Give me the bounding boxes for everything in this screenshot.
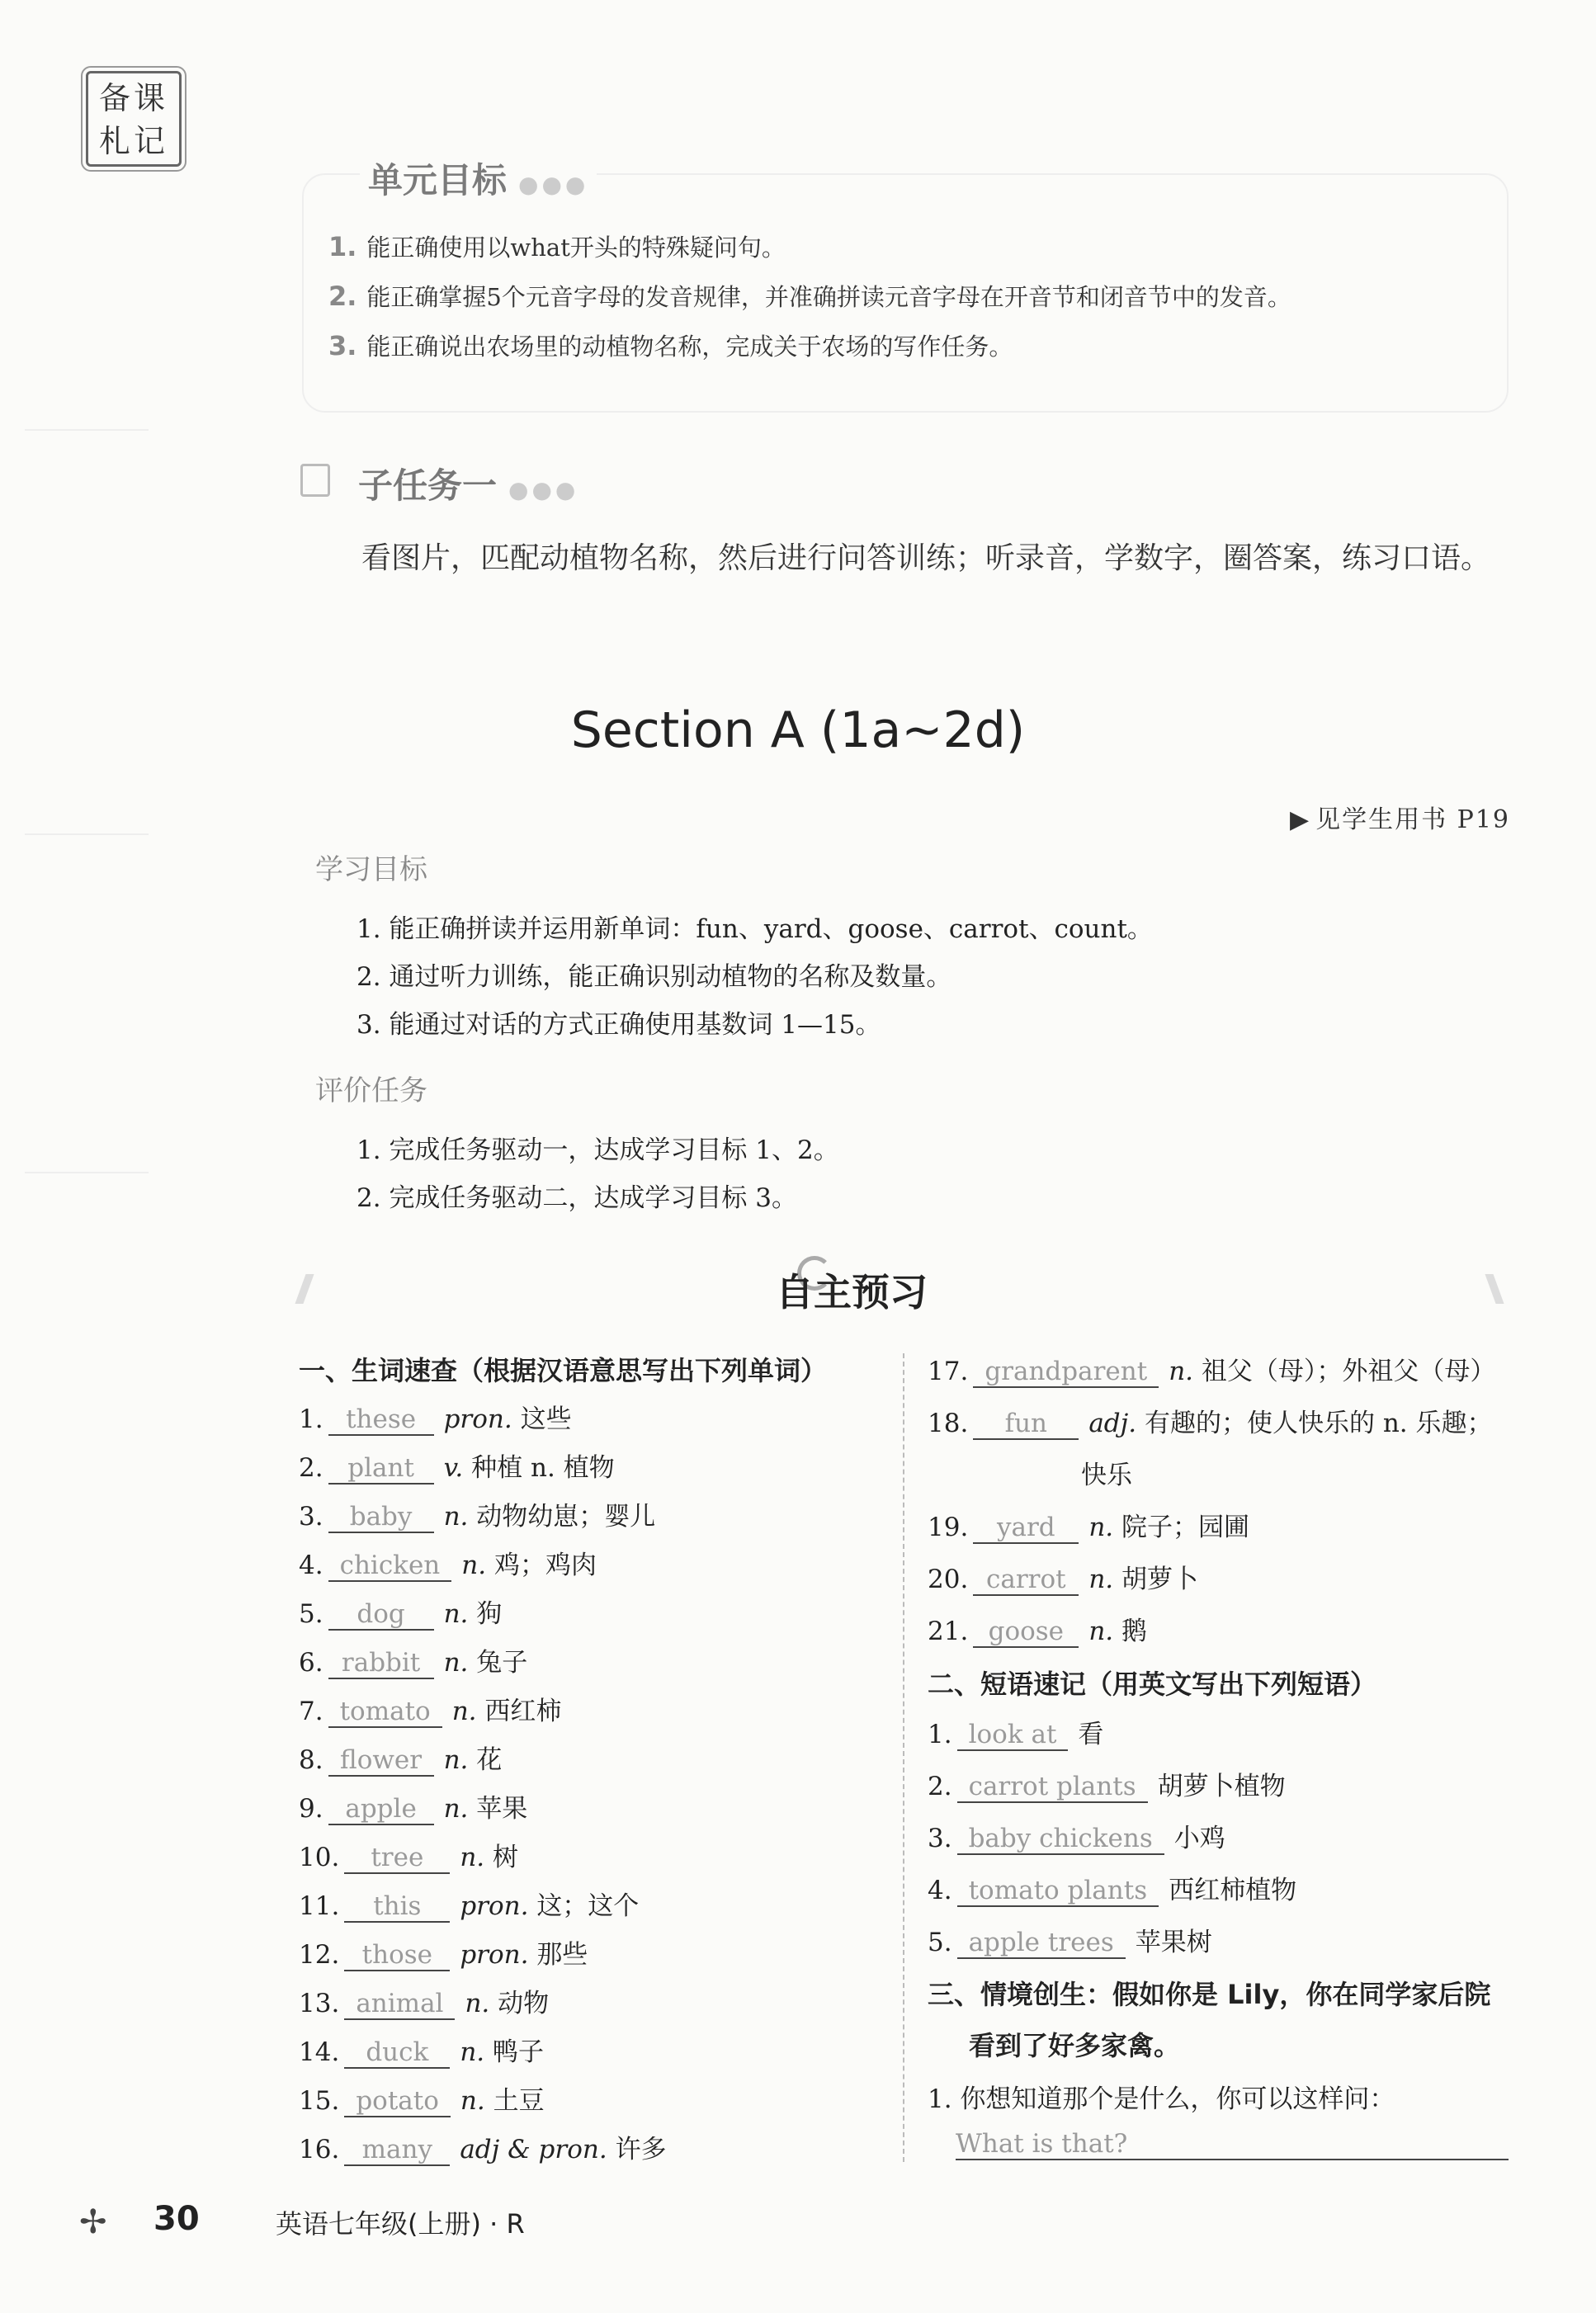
vocab-row: [299, 1933, 667, 1982]
answer-blank: those: [344, 1940, 450, 1971]
vocab-row: [299, 1787, 667, 1836]
meaning: 树: [493, 1843, 518, 1872]
evaluation-label: 评价任务: [315, 1074, 427, 1107]
book-title: 英语七年级(上册) · R: [276, 2208, 525, 2240]
meaning: 胡萝卜: [1121, 1565, 1198, 1594]
item-number: 16.: [299, 2135, 340, 2164]
meaning: 动物: [498, 1989, 550, 2018]
answer-blank: many: [344, 2135, 450, 2166]
part-of-speech: n.: [443, 1502, 477, 1532]
vocab-row: [299, 1447, 667, 1495]
part-of-speech: n.: [1088, 1617, 1121, 1646]
answer-blank: yard: [973, 1513, 1079, 1544]
badge-line2: 札记: [98, 123, 168, 159]
margin-line: [25, 833, 149, 835]
badge-line1: 备课: [98, 80, 168, 116]
unit-goal-item: 2. 能正确掌握5个元音字母的发音规律，并准确拼读元音字母在开音节和闭音节中的发音。: [328, 281, 1291, 312]
preview-title: 自主预习: [776, 1270, 928, 1315]
meaning: 小鸡: [1173, 1824, 1225, 1853]
answer-blank: grandparent: [973, 1357, 1159, 1388]
item-number: 14.: [299, 2037, 340, 2067]
reference-note: ▶ 见学生用书 P19: [1290, 805, 1510, 834]
part-of-speech: n.: [460, 1843, 493, 1872]
answer-blank: baby chickens: [957, 1824, 1164, 1855]
vocab-row: [299, 1398, 667, 1447]
evaluation-item: 1. 完成任务驱动一，达成学习目标 1、2。: [357, 1135, 839, 1165]
part-of-speech: n.: [465, 1989, 498, 2018]
meaning: 鸭子: [493, 2037, 544, 2067]
meaning: 胡萝卜植物: [1157, 1772, 1286, 1801]
answer-blank: apple: [328, 1794, 434, 1825]
unit-goal-item: 3. 能正确说出农场里的动植物名称，完成关于农场的写作任务。: [328, 330, 1013, 361]
page-corner-icon: ✢: [79, 2203, 107, 2241]
subtask-text: 看图片，匹配动植物名称，然后进行问答训练；听录音，学数字，圈答案，练习口语。: [361, 541, 1491, 575]
section-title: Section A (1a~2d): [570, 701, 1026, 759]
item-number: 21.: [928, 1617, 969, 1646]
item-number: 20.: [928, 1565, 969, 1594]
vocab-row: [299, 2128, 667, 2177]
item-number: 13.: [299, 1989, 340, 2018]
meaning: 鸡；鸡肉: [493, 1551, 597, 1580]
meaning: 土豆: [493, 2086, 545, 2116]
meaning: 苹果: [476, 1794, 528, 1824]
answer-blank: apple trees: [957, 1928, 1126, 1959]
situation-heading: 三、情境创生：假如你是 Lily，你在同学家后院: [928, 1979, 1491, 2010]
item-number: 7.: [299, 1697, 323, 1726]
situation-heading-cont: 看到了好多家禽。: [969, 2030, 1181, 2061]
item-number: 3.: [928, 1824, 952, 1853]
page-number: 30: [153, 2200, 200, 2238]
meaning-continued: 快乐: [1081, 1461, 1132, 1490]
vocab-row: [299, 1690, 667, 1739]
column-divider: [903, 1353, 904, 2162]
vocab-row: [299, 1641, 667, 1690]
meaning: 鹅: [1121, 1617, 1147, 1646]
vocab-row: [928, 1765, 1296, 1817]
meaning: 这些: [520, 1404, 572, 1434]
dots-icon: ●●●: [508, 476, 579, 503]
answer-blank: carrot: [973, 1565, 1079, 1596]
phrases-heading: 二、短语速记（用英文写出下列短语）: [928, 1669, 1377, 1700]
item-number: 11.: [299, 1891, 340, 1921]
learning-goal-item: 2. 通过听力训练，能正确识别动植物的名称及数量。: [357, 962, 952, 992]
answer-blank: this: [344, 1891, 450, 1923]
vocab-list: [299, 1398, 667, 2177]
item-number: 1.: [928, 1720, 952, 1749]
part-of-speech: adj & pron.: [460, 2135, 616, 2164]
item-number: 4.: [928, 1876, 952, 1905]
vocab-row: [928, 1869, 1296, 1921]
answer-blank: flower: [328, 1745, 434, 1777]
part-of-speech: n.: [443, 1599, 477, 1629]
part-of-speech: n.: [460, 2086, 493, 2116]
part-of-speech: n.: [443, 1794, 477, 1824]
meaning: 苹果树: [1135, 1928, 1212, 1957]
meaning: 祖父（母）；外祖父（母）: [1201, 1357, 1496, 1386]
vocab-row: [299, 1593, 667, 1641]
vocab-row: [928, 1817, 1296, 1869]
part-of-speech: n.: [443, 1745, 477, 1775]
item-number: 5.: [299, 1599, 323, 1629]
vocab-heading: 一、生词速查（根据汉语意思写出下列单词）: [299, 1355, 828, 1386]
item-number: 9.: [299, 1794, 323, 1824]
part-of-speech: v.: [443, 1453, 472, 1483]
margin-line: [25, 1172, 149, 1173]
answer-blank: carrot plants: [957, 1772, 1148, 1803]
part-of-speech: n.: [1088, 1565, 1121, 1594]
part-of-speech: n.: [1088, 1513, 1121, 1542]
vocab-row: [928, 1558, 1495, 1610]
item-number: 4.: [299, 1551, 323, 1580]
answer-blank: tree: [344, 1843, 450, 1874]
answer-blank: animal: [344, 1989, 455, 2020]
item-number: 5.: [928, 1928, 952, 1957]
part-of-speech: pron.: [460, 1940, 537, 1970]
item-number: 6.: [299, 1648, 323, 1678]
meaning: 有趣的；使人快乐的 n. 乐趣；: [1144, 1409, 1493, 1438]
vocab-row: [299, 2031, 667, 2079]
part-of-speech: n.: [461, 1551, 494, 1580]
item-number: 8.: [299, 1745, 323, 1775]
answer-blank: look at: [957, 1720, 1069, 1751]
answer-blank: plant: [328, 1453, 434, 1485]
phrases-list: [928, 1713, 1296, 1973]
vocab-row: [928, 1921, 1296, 1973]
dots-icon: ●●●: [518, 171, 589, 198]
vocab-row: [299, 1544, 667, 1593]
margin-line: [25, 429, 149, 431]
item-number: 18.: [928, 1409, 969, 1438]
part-of-speech: n.: [1169, 1357, 1202, 1386]
item-number: 3.: [299, 1502, 323, 1532]
book-icon: [300, 464, 330, 497]
meaning: 西红柿植物: [1169, 1876, 1297, 1905]
vocab-row: [928, 1713, 1296, 1765]
meaning: 看: [1078, 1720, 1104, 1749]
answer-blank: these: [328, 1404, 434, 1436]
part-of-speech: pron.: [443, 1404, 521, 1434]
evaluation-item: 2. 完成任务驱动二，达成学习目标 3。: [357, 1183, 798, 1213]
item-number: 12.: [299, 1940, 340, 1970]
part-of-speech: n.: [451, 1697, 485, 1726]
vocab-row: [928, 1506, 1495, 1558]
meaning: 那些: [536, 1940, 588, 1970]
vocab-row: [299, 1982, 667, 2031]
item-number: 2.: [299, 1453, 323, 1483]
vocab-row: [299, 1739, 667, 1787]
answer-blank: goose: [973, 1617, 1079, 1648]
meaning: 动物幼崽；婴儿: [476, 1502, 656, 1532]
situation-answer: What is that?: [956, 2129, 1509, 2160]
meaning: 院子；园圃: [1121, 1513, 1249, 1542]
answer-blank: duck: [344, 2037, 450, 2069]
subtask-title: 子任务一 ●●●: [358, 465, 579, 506]
item-number: 15.: [299, 2086, 340, 2116]
vocab-row: [299, 1885, 667, 1933]
vocab-row: [928, 1350, 1495, 1402]
item-number: 10.: [299, 1843, 340, 1872]
learning-goal-item: 3. 能通过对话的方式正确使用基数词 1—15。: [357, 1010, 881, 1040]
part-of-speech: adj.: [1088, 1409, 1145, 1438]
answer-blank: chicken: [328, 1551, 452, 1582]
item-number: 19.: [928, 1513, 969, 1542]
vocab-list-right: [928, 1350, 1495, 1662]
answer-blank: tomato plants: [957, 1876, 1159, 1907]
meaning: 这；这个: [536, 1891, 640, 1921]
answer-blank: tomato: [328, 1697, 442, 1728]
item-number: 2.: [928, 1772, 952, 1801]
vocab-row: [299, 2079, 667, 2128]
vocab-row: [299, 1836, 667, 1885]
answer-blank: dog: [328, 1599, 434, 1631]
notes-badge: [86, 71, 182, 167]
meaning: 花: [476, 1745, 503, 1775]
meaning: 兔子: [476, 1648, 528, 1678]
item-number: 1.: [299, 1404, 323, 1434]
learning-goal-item: 1. 能正确拼读并运用新单词：fun、yard、goose、carrot、count。: [357, 914, 1153, 944]
meaning: 狗: [476, 1599, 503, 1629]
learning-goals-label: 学习目标: [315, 853, 427, 886]
part-of-speech: n.: [443, 1648, 477, 1678]
situation-question: 1. 你想知道那个是什么，你可以这样问：: [928, 2084, 1395, 2114]
item-number: 17.: [928, 1357, 969, 1386]
unit-goals-title: 单元目标 ●●●: [360, 153, 597, 203]
unit-goal-item: 1. 能正确使用以what开头的特殊疑问句。: [328, 231, 786, 262]
part-of-speech: n.: [460, 2037, 493, 2067]
answer-blank: baby: [328, 1502, 434, 1533]
meaning: 种植 n. 植物: [471, 1453, 615, 1483]
vocab-row: [299, 1495, 667, 1544]
part-of-speech: pron.: [460, 1891, 537, 1921]
triangle-icon: ▶: [1290, 805, 1311, 834]
answer-blank: fun: [973, 1409, 1079, 1440]
answer-blank: rabbit: [328, 1648, 434, 1679]
meaning: 许多: [615, 2135, 667, 2164]
vocab-row: [928, 1402, 1495, 1454]
meaning: 西红柿: [484, 1697, 562, 1726]
answer-blank: potato: [344, 2086, 451, 2117]
vocab-row: [928, 1610, 1495, 1662]
